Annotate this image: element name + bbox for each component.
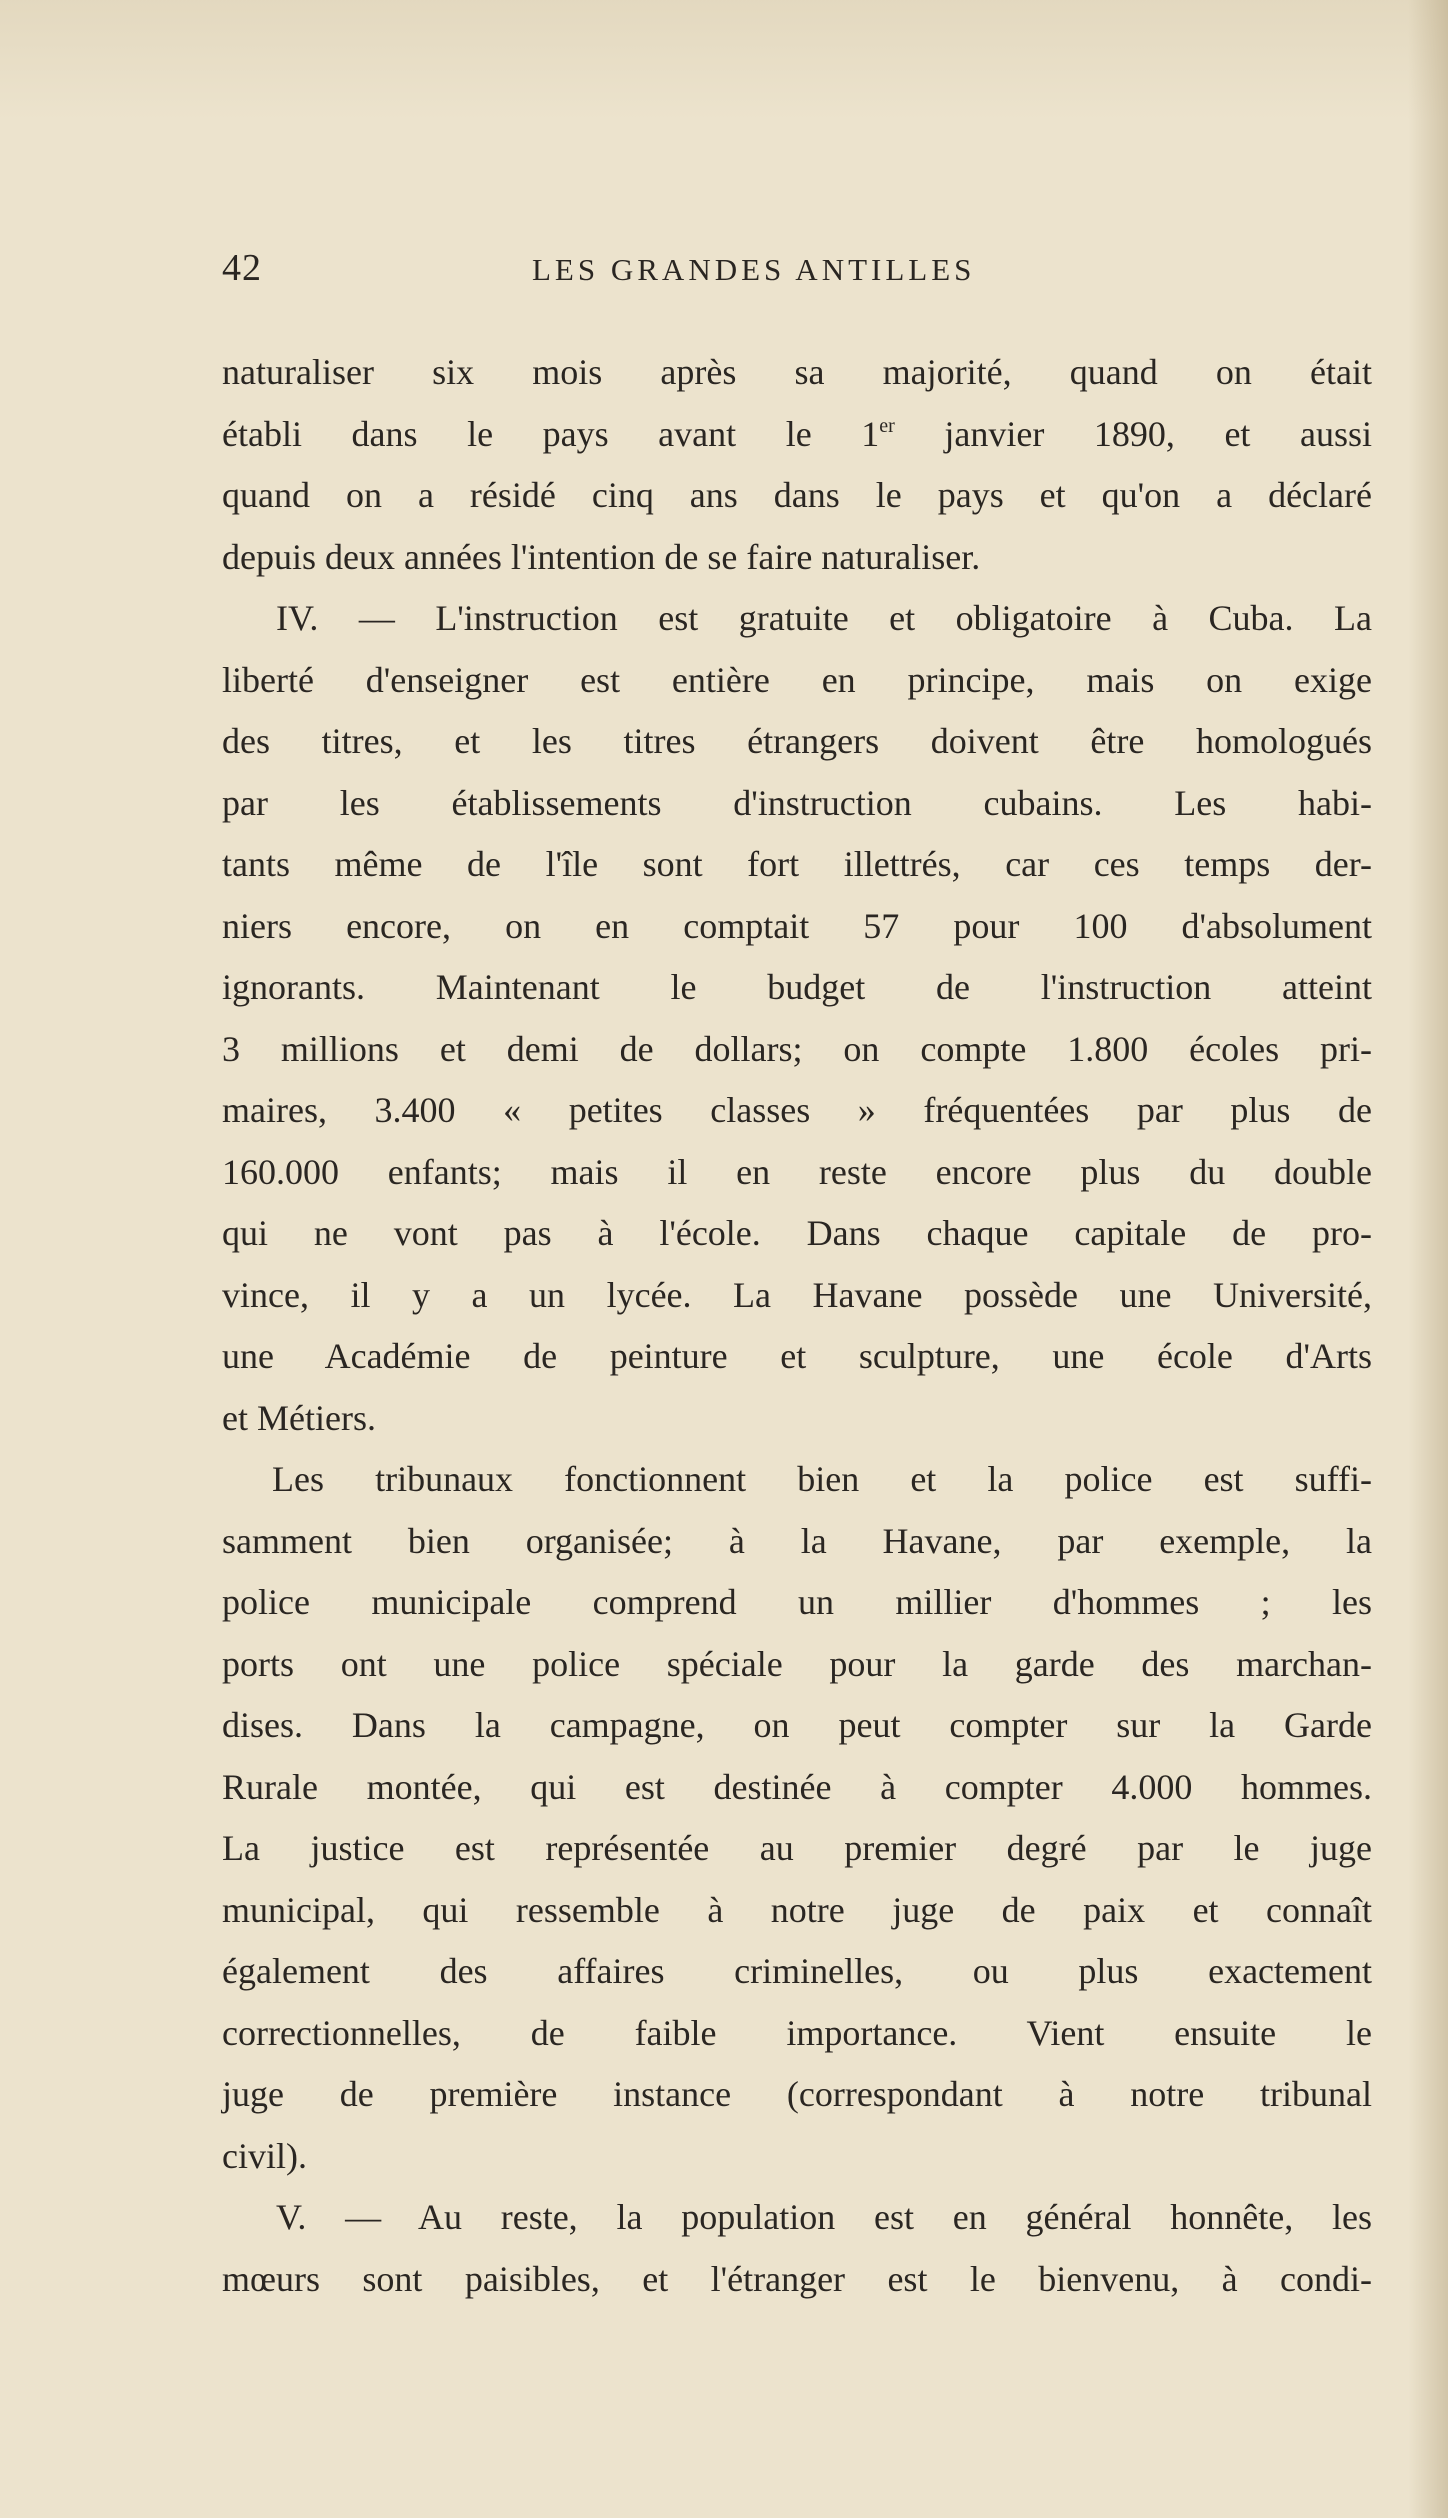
text-line xyxy=(222,404,1372,466)
text-fragment: janvier 1890, et aussi xyxy=(894,413,1373,454)
text-line: correctionnelles, de faible importance. Vient ensuite le xyxy=(222,2012,1372,2053)
text-line: liberté d'enseigner est entière en principe, mais on exige xyxy=(222,659,1372,700)
text-line: naturaliser six mois après sa majorité, quand on était xyxy=(222,352,1372,392)
text-line: mœurs sont paisibles, et l'étranger est le bienvenu, à condi- xyxy=(222,2258,1372,2299)
text-line: maires, 3.400 « petites classes » fréquentées par plus de xyxy=(222,1090,1372,1130)
text-line: également des affaires criminelles, ou plus exactement xyxy=(222,1951,1372,1991)
text-line: depuis deux années l'intention de se faire naturaliser. xyxy=(222,536,981,577)
text-line: tants même de l'île sont fort illettrés, car ces temps der- xyxy=(222,844,1372,884)
text-line: ignorants. Maintenant le budget de l'instruction atteint xyxy=(222,967,1372,1007)
text-line: ports ont une police spéciale pour la garde des marchan- xyxy=(222,1643,1372,1684)
text-line: V. — Au reste, la population est en général honnête, les xyxy=(276,2197,1372,2237)
text-line: et Métiers. xyxy=(222,1397,376,1438)
page-number: 42 xyxy=(222,247,262,289)
text-line: Les tribunaux fonctionnent bien et la police est suffi- xyxy=(272,1459,1372,1499)
superscript: er xyxy=(879,414,895,437)
body-text xyxy=(222,342,1372,2310)
text-line: quand on a résidé cinq ans dans le pays et qu'on a déclaré xyxy=(222,475,1372,515)
text-line: une Académie de peinture et sculpture, une école d'Arts xyxy=(222,1336,1372,1376)
text-line: Rurale montée, qui est destinée à compter 4.000 hommes. xyxy=(222,1766,1372,1807)
running-head: LES GRANDES ANTILLES xyxy=(532,252,976,287)
text-line: civil). xyxy=(222,2135,307,2176)
text-line: IV. — L'instruction est gratuite et obligatoire à Cuba. La xyxy=(276,598,1372,638)
text-line: La justice est représentée au premier degré par le juge xyxy=(222,1828,1372,1868)
text-line: par les établissements d'instruction cubains. Les habi- xyxy=(222,782,1372,823)
text-line: samment bien organisée; à la Havane, par exemple, la xyxy=(222,1520,1372,1561)
text-fragment: établi dans le pays avant le 1 xyxy=(222,413,880,454)
text-line: juge de première instance (correspondant à notre tribunal xyxy=(222,2074,1372,2114)
text-line: qui ne vont pas à l'école. Dans chaque capitale de pro- xyxy=(222,1213,1372,1253)
text-line: 3 millions et demi de dollars; on compte 1.800 écoles pri- xyxy=(222,1028,1372,1069)
text-line: municipal, qui ressemble à notre juge de paix et connaît xyxy=(222,1889,1372,1930)
text-line: vince, il y a un lycée. La Havane possède une Université, xyxy=(222,1274,1372,1315)
page-header xyxy=(222,246,1372,290)
text-line: niers encore, on en comptait 57 pour 100 d'absolument xyxy=(222,905,1372,946)
text-line: 160.000 enfants; mais il en reste encore plus du double xyxy=(222,1151,1372,1192)
text-line: police municipale comprend un millier d'hommes ; les xyxy=(222,1582,1372,1622)
text-line: des titres, et les titres étrangers doivent être homologués xyxy=(222,721,1372,761)
text-line: dises. Dans la campagne, on peut compter sur la Garde xyxy=(222,1705,1372,1745)
